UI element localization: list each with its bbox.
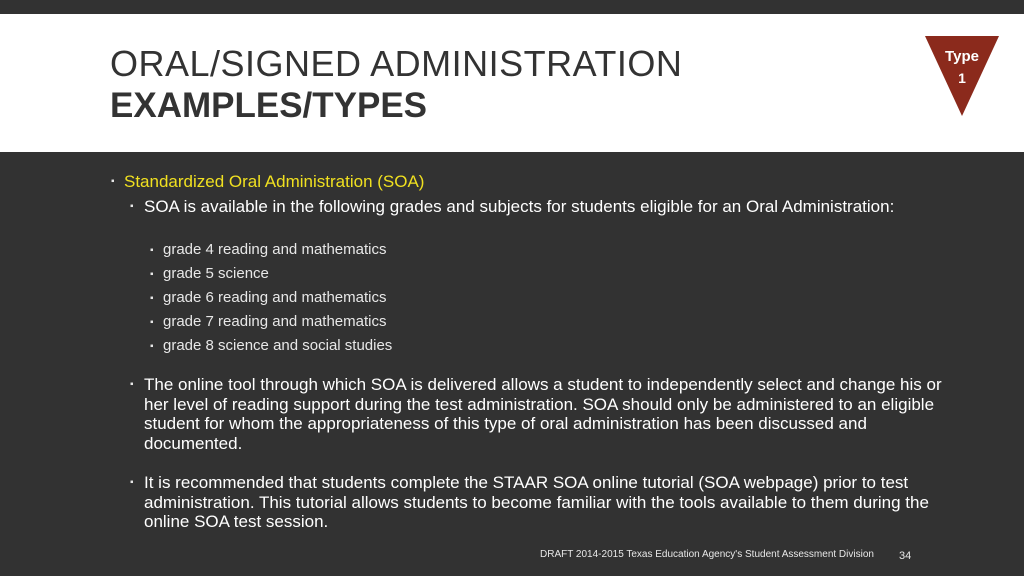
intro-text: SOA is available in the following grades and subjects for students eligible for an Oral Administration:: [144, 197, 895, 216]
slide-title: ORAL/SIGNED ADMINISTRATION: [110, 43, 683, 84]
bullet-icon: ▪: [150, 269, 154, 280]
bullet-icon: ▪: [150, 245, 154, 256]
bullet-icon: ▪: [150, 293, 154, 304]
grade-item: grade 7 reading and mathematics: [163, 313, 387, 330]
slide-content: [0, 152, 1024, 576]
slide-header: [0, 14, 1024, 152]
bullet-icon: ▪: [111, 176, 115, 187]
paragraph-delivery: The online tool through which SOA is delivered allows a student to independently select and change his or her level of reading support during the test administration. SOA should only be administered to an eligible student for whom the appropriateness of this type of oral administration has been discussed and documented.: [144, 375, 942, 453]
badge-number: 1: [958, 70, 966, 86]
bullet-icon: ▪: [130, 379, 134, 390]
top-bar: [0, 0, 1024, 14]
type-badge: [925, 36, 999, 118]
grade-item: grade 8 science and social studies: [163, 337, 393, 354]
footer-text: DRAFT 2014-2015 Texas Education Agency's Student Assessment Division: [540, 549, 874, 560]
badge-label: Type: [945, 48, 979, 65]
grade-item: grade 5 science: [163, 265, 269, 282]
bullet-icon: ▪: [130, 477, 134, 488]
page-number: 34: [899, 550, 912, 562]
section-heading: Standardized Oral Administration (SOA): [124, 172, 425, 191]
slide-subtitle: EXAMPLES/TYPES: [110, 86, 428, 125]
bullet-icon: ▪: [130, 201, 134, 212]
grade-item: grade 6 reading and mathematics: [163, 289, 387, 306]
bullet-icon: ▪: [150, 317, 154, 328]
grade-item: grade 4 reading and mathematics: [163, 241, 387, 258]
paragraph-tutorial: It is recommended that students complete the STAAR SOA online tutorial (SOA webpage) prior to test administration. This tutorial allows students to become familiar with the tools available to them during the online SOA test session.: [144, 473, 929, 531]
bullet-icon: ▪: [150, 341, 154, 352]
